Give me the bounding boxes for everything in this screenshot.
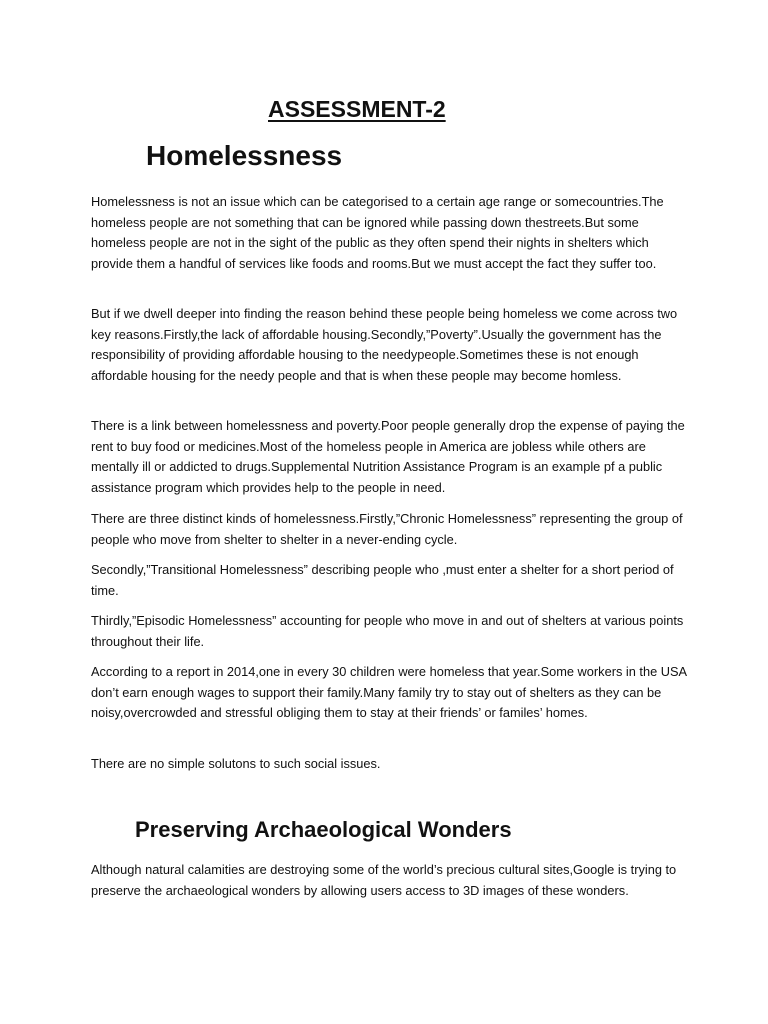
paragraph: Although natural calamities are destroying some of the world’s precious cultural sites,Google is trying to preserve the archaeological wonders by allowing users access to 3D images of these wonders. (91, 862, 677, 898)
paragraph: There are no simple solutons to such social issues. (91, 756, 381, 771)
document-title: ASSESSMENT-2 (268, 96, 446, 122)
paragraph: There is a link between homelessness and poverty.Poor people generally drop the expense of paying the rent to buy food or medicines.Most of the homeless people in America are jobless while others are mentally ill or addicted to drugs.Supplemental Nutrition Assistance Program is an example pf a public assistance program which provides help to the people in need. (91, 418, 685, 495)
section-heading-homelessness: Homelessness (146, 140, 343, 171)
paragraph: Secondly,”Transitional Homelessness” describing people who ,must enter a shelter for a short period of time. (91, 562, 674, 598)
paragraph: Thirdly,”Episodic Homelessness” accounting for people who move in and out of shelters at various points throughout their life. (91, 613, 684, 649)
section-heading-archaeological: Preserving Archaeological Wonders (135, 817, 512, 842)
paragraph: According to a report in 2014,one in every 30 children were homeless that year.Some workers in the USA don’t earn enough wages to support their family.Many family try to stay out of shelters as they can be noisy,overcrowded and stressful obliging them to stay at their friends’ or familes’ homes. (91, 664, 687, 720)
paragraph: Homelessness is not an issue which can be categorised to a certain age range or somecountries.The homeless people are not something that can be ignored while passing down thestreets.But some homeless people are not in the sight of the public as they often spend their nights in shelters which provide them a handful of services like foods and rooms.But we must accept the fact they suffer too. (91, 194, 664, 271)
paragraph: But if we dwell deeper into finding the reason behind these people being homeless we come across two key reasons.Firstly,the lack of affordable housing.Secondly,”Poverty”.Usually the government has the responsibility of providing affordable housing to the needypeople.Sometimes these is not enough affordable housing for the needy people and that is when these people may become homless. (91, 306, 678, 383)
paragraph: There are three distinct kinds of homelessness.Firstly,”Chronic Homelessness” representing the group of people who move from shelter to shelter in a never-ending cycle. (91, 511, 683, 547)
